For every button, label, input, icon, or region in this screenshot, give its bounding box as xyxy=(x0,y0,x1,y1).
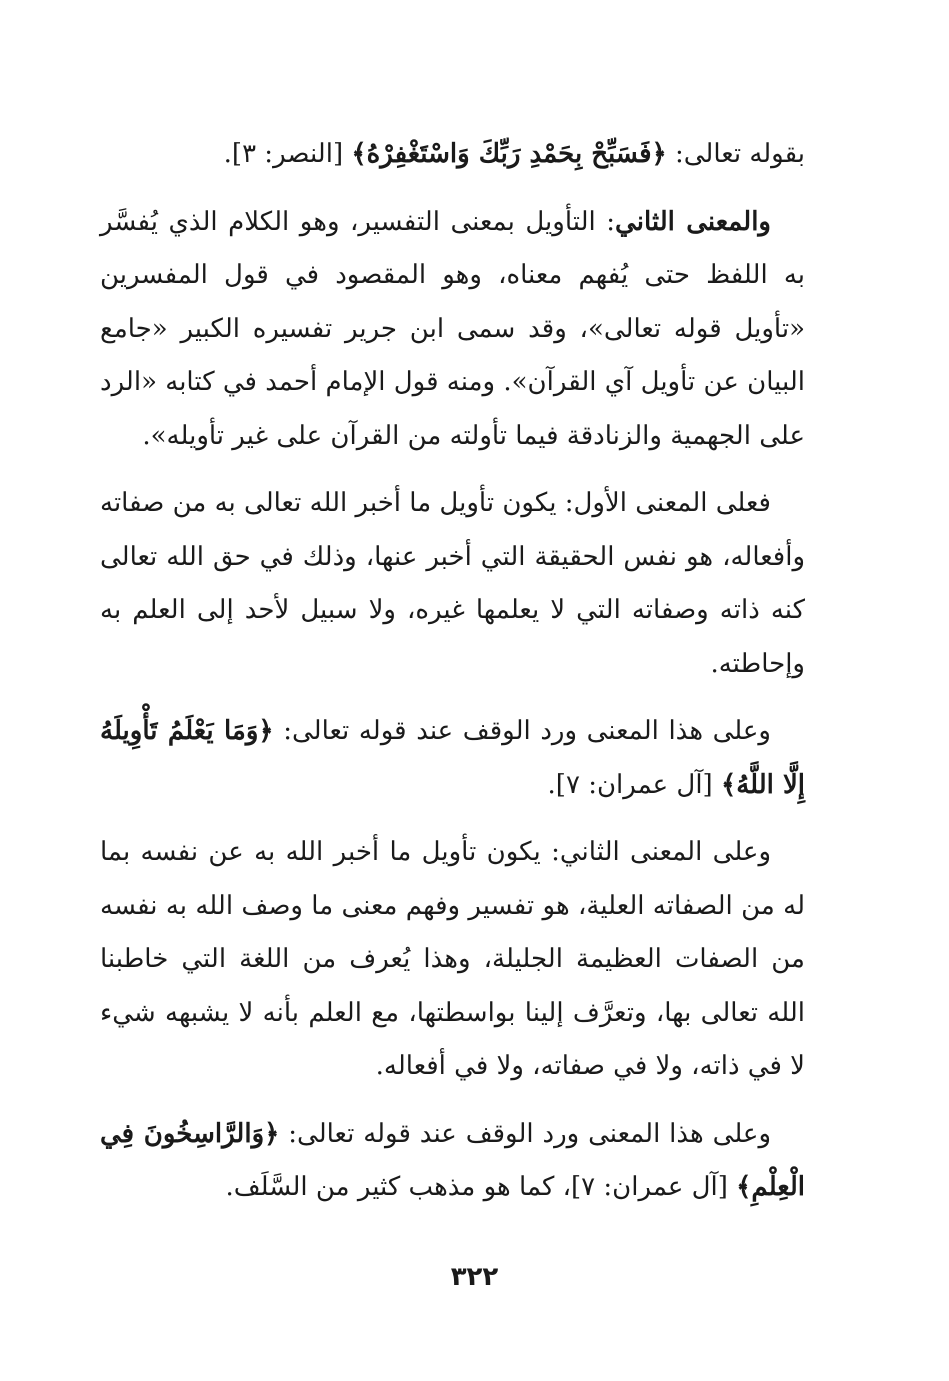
paragraph-text: وعلى هذا المعنى ورد الوقف عند قوله تعالى: xyxy=(279,1118,771,1149)
paragraph-second-meaning-application xyxy=(100,826,805,1094)
verse-reference: [آل عمران: ٧]. xyxy=(547,769,721,800)
page-body xyxy=(100,128,805,1229)
paragraph-text: وعلى هذا المعنى ورد الوقف عند قوله تعالى: xyxy=(273,716,771,746)
verse-reference: [آل عمران: ٧]، كما هو مذهب كثير من السَّلَف. xyxy=(225,1172,737,1202)
paragraph-lead: والمعنى الثاني xyxy=(615,206,771,237)
verse-reference: [النصر: ٣]. xyxy=(223,139,352,169)
paragraph-quote-nasr xyxy=(100,128,805,182)
paragraph-text: بقوله تعالى: xyxy=(666,139,805,169)
paragraph-first-meaning-application xyxy=(100,477,805,691)
paragraph-text: وعلى المعنى الثاني: يكون تأويل ما أخبر الله به عن نفسه بما له من الصفاته العلية، هو تفسير وفهم معنى ما وصف الله به نفسه من الصفات العظيمة الجليلة، وهذا يُعرف من اللغة التي خاطبنا الله تعالى بها، وتعرَّف إلينا بواسطتها، مع العلم بأنه لا يشبهه شيء لا في ذاته، ولا في صفاته، ولا في أفعاله. xyxy=(100,837,805,1081)
quran-verse: ﴿وَمَا يَعْلَمُ تَأْوِيلَهُ إِلَّا اللَّهُ﴾ xyxy=(100,716,805,800)
paragraph-second-meaning xyxy=(100,196,805,464)
paragraph-text: : التأويل بمعنى التفسير، وهو الكلام الذي يُفسَّر به اللفظ حتى يُفهم معناه، وهو المقصود في قول المفسرين «تأويل قوله تعالى»، وقد سمى ابن جرير تفسيره الكبير «جامع البيان عن تأويل آي القرآن». ومنه قول الإمام أحمد في كتابه «الرد على الجهمية والزنادقة فيما تأولته من القرآن على غير تأويله». xyxy=(100,206,805,451)
paragraph-waqf-second xyxy=(100,1108,805,1215)
paragraph-waqf-first xyxy=(100,705,805,812)
quran-verse: ﴿فَسَبِّحْ بِحَمْدِ رَبِّكَ وَاسْتَغْفِرْهُ﴾ xyxy=(351,139,667,169)
page-number: ٣٢٢ xyxy=(450,1262,499,1292)
paragraph-text: فعلى المعنى الأول: يكون تأويل ما أخبر الله تعالى به من صفاته وأفعاله، هو نفس الحقيقة التي أخبر عنها، وذلك في حق الله تعالى كنه ذاته وصفاته التي لا يعلمها غيره، ولا سبيل لأحد إلى العلم به وإحاطته. xyxy=(100,488,805,679)
quran-verse: ﴿وَالرَّاسِخُونَ فِي الْعِلْمِ﴾ xyxy=(100,1118,805,1202)
